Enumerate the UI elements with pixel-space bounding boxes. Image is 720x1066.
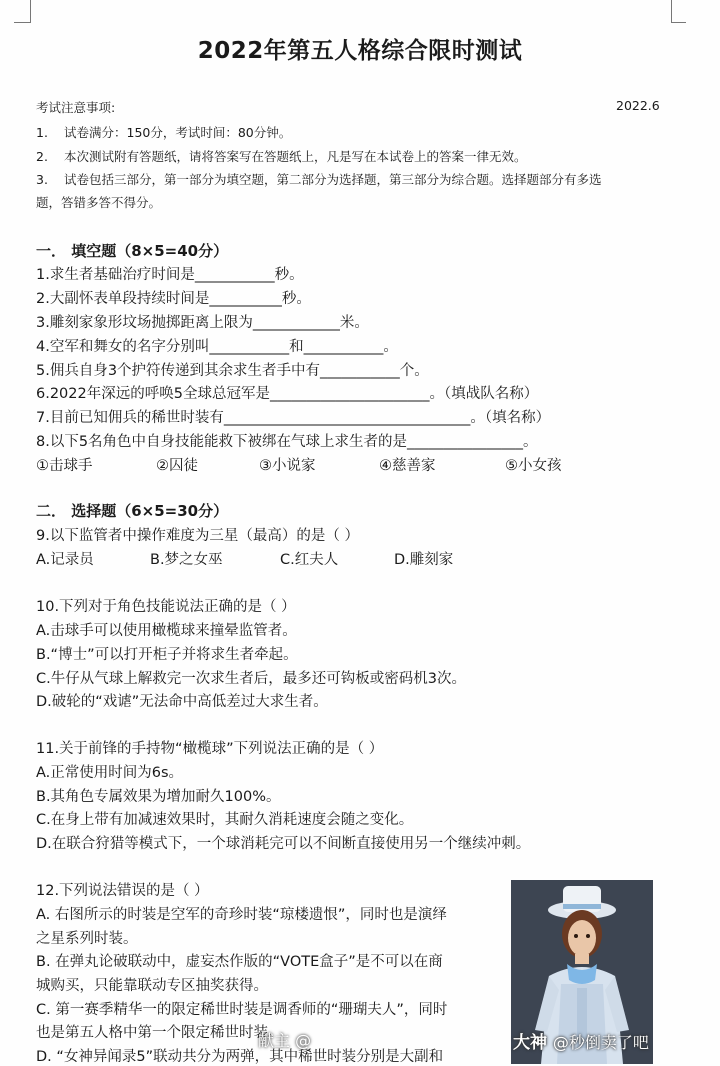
crop-mark-right [671,0,686,23]
watermark-handle: @秒倒卖了吧 [552,1033,649,1052]
question-8-options [36,454,562,475]
question-9: 9.以下监管者中操作难度为三星（最高）的是（ ） [36,528,359,544]
option: A.记录员 [36,552,94,568]
notice-item-continued: 题，答错多答不得分。 [36,195,162,210]
question-2: 2.大副怀表单段持续时间是__________秒。 [36,291,311,307]
notice-item: 1. 试卷满分：150分，考试时间：80分钟。 [36,125,292,140]
notice-item: 3. 试卷包括三部分，第一部分为填空题，第二部分为选择题，第三部分为综合题。选择题部分有多选 [36,172,602,187]
watermark-left: 献主 @ [258,1031,312,1050]
notice-heading: 考试注意事项: [36,100,116,115]
question-5: 5.佣兵自身3个护符传递到其余求生者手中有___________个。 [36,363,429,379]
option: A.正常使用时间为6s。 [36,765,184,781]
option: D.在联合狩猎等模式下，一个球消耗完可以不间断直接使用另一个继续冲刺。 [36,836,531,852]
option: B.其角色专属效果为增加耐久100%。 [36,789,281,805]
option: C.牛仔从气球上解救完一次求生者后，最多还可钩板或密码机3次。 [36,671,466,687]
section2-heading: 二． 选择题（6×5=30分） [36,502,229,520]
exam-date: 2022.6 [616,98,660,113]
option: ①击球手 [36,458,93,474]
option-line: A. 右图所示的时装是空军的奇珍时装“琼楼遗恨”，同时也是演绎 [36,907,447,923]
crop-mark-left [14,0,31,23]
option: B.梦之女巫 [150,552,223,568]
option: ②囚徒 [156,458,198,474]
option-line: D. “女神异闻录5”联动共分为两弹，其中稀世时装分别是大副和 [36,1049,444,1065]
question-3: 3.雕刻家象形坟场抛掷距离上限为____________米。 [36,315,369,331]
option: D.破轮的“戏谑”无法命中高低差过大求生者。 [36,694,328,710]
question-6: 6.2022年深远的呼唤5全球总冠军是______________________。（填战队名称） [36,386,539,402]
option: ④慈善家 [379,458,436,474]
option: A.击球手可以使用橄榄球来撞晕监管者。 [36,623,297,639]
question-12: 12.下列说法错误的是（ ） [36,883,209,899]
option-line: 之星系列时装。 [36,931,138,947]
question-11: 11.关于前锋的手持物“橄榄球”下列说法正确的是（ ） [36,741,384,757]
option: D.雕刻家 [394,552,454,568]
option: ⑤小女孩 [505,458,562,474]
option: ③小说家 [259,458,316,474]
question-7: 7.目前已知佣兵的稀世时装有__________________________________。（填名称） [36,410,551,426]
question-4: 4.空军和舞女的名字分别叫___________和___________。 [36,339,398,355]
notice-item: 2. 本次测试附有答题纸，请将答案写在答题纸上，凡是写在本试卷上的答案一律无效。 [36,149,527,164]
question-9-options [36,548,453,569]
option-line: B. 在弹丸论破联动中，虚妄杰作版的“VOTE盒子”是不可以在商 [36,954,443,970]
option: C.红夫人 [280,552,339,568]
section1-heading: 一． 填空题（8×5=40分） [36,242,229,260]
option-line: C. 第一赛季精华一的限定稀世时装是调香师的“珊瑚夫人”，同时 [36,1002,448,1018]
watermark-brand [513,1028,649,1053]
question-1: 1.求生者基础治疗时间是___________秒。 [36,267,304,283]
question-10: 10.下列对于角色技能说法正确的是（ ） [36,599,296,615]
option-line: 城购买，只能靠联动专区抽奖获得。 [36,978,268,994]
option-line: 也是第五人格中第一个限定稀世时装。 [36,1025,283,1041]
question-8: 8.以下5名角色中自身技能能救下被绑在气球上求生者的是________________。 [36,434,538,450]
watermark-brand-name: 大神 [513,1033,547,1053]
option: C.在身上带有加减速效果时，其耐久消耗速度会随之变化。 [36,812,414,828]
exam-title: 2022年第五人格综合限时测试 [197,38,523,64]
option: B.“博士”可以打开柜子并将求生者牵起。 [36,647,298,663]
